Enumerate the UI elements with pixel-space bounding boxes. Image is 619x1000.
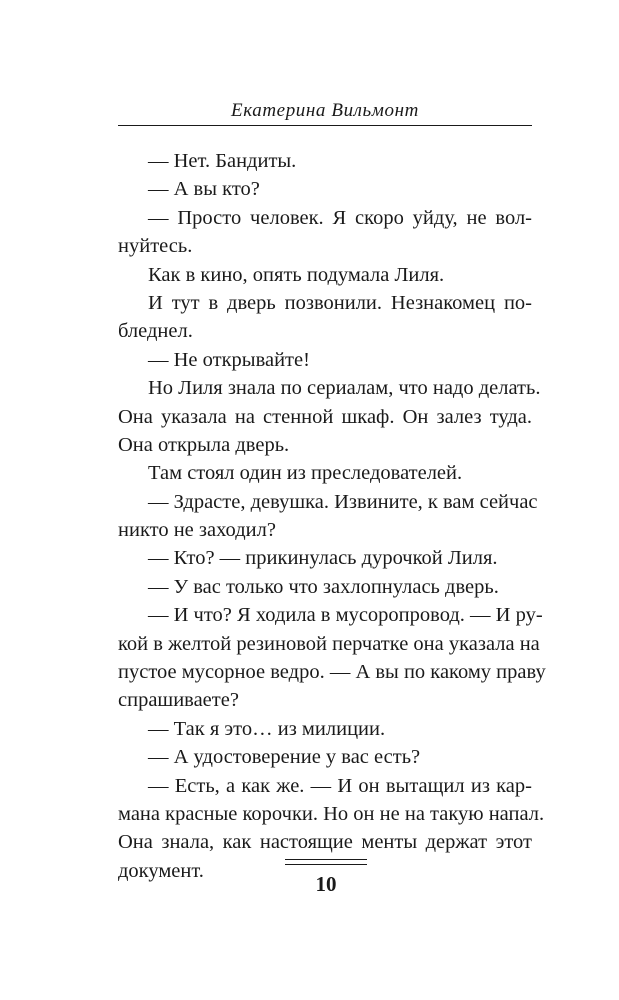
text-line: Как в кино, опять подумала Лиля. — [148, 263, 445, 286]
text-line: документ. — [118, 859, 204, 882]
text-line: И тут в дверь позвонили. Незнакомец по- — [148, 291, 532, 314]
text-line: — Нет. Бандиты. — [148, 150, 297, 172]
text-line: никто не заходил? — [118, 519, 276, 542]
text-line: Но Лиля знала по сериалам, что надо делать. — [148, 377, 541, 400]
text-line: бледнел. — [118, 320, 193, 343]
footer-rule-top — [285, 859, 367, 860]
text-line: — И что? Я ходила в мусоропровод. — И ру- — [148, 604, 543, 627]
text-line: кой в желтой резиновой перчатке она указала на — [118, 632, 540, 655]
text-line: — Кто? — прикинулась дурочкой Лиля. — [148, 547, 498, 570]
text-line: — Есть, а как же. — И он вытащил из кар- — [148, 774, 532, 797]
text-line: нуйтесь. — [118, 235, 193, 258]
text-line: — А вы кто? — [148, 178, 260, 201]
text-line: Она знала, как настоящие менты держат этот — [118, 831, 532, 854]
text-line: Она указала на стенной шкаф. Он залез туда. — [118, 405, 532, 428]
text-line: — А удостоверение у вас есть? — [148, 746, 421, 769]
body-text — [118, 147, 546, 885]
text-line: Там стоял один из преследователей. — [148, 462, 463, 485]
text-line: — Не открывайте! — [148, 348, 310, 371]
footer-rule-bottom — [285, 864, 367, 865]
text-line: мана красные корочки. Но он не на такую напал. — [118, 802, 545, 825]
text-line: — Здрасте, девушка. Извините, к вам сейчас — [148, 490, 538, 513]
text-line: — Так я это… из милиции. — [148, 717, 386, 740]
page-number: 10 — [315, 872, 337, 896]
running-head: Екатерина Вильмонт — [231, 100, 419, 121]
text-line: пустое мусорное ведро. — А вы по какому праву — [118, 661, 546, 684]
header-rule — [118, 125, 532, 126]
text-line: — Просто человек. Я скоро уйду, не вол- — [148, 206, 532, 229]
text-line: Она открыла дверь. — [118, 433, 290, 456]
text-line: спрашиваете? — [118, 689, 239, 712]
text-line: — У вас только что захлопнулась дверь. — [148, 575, 499, 598]
